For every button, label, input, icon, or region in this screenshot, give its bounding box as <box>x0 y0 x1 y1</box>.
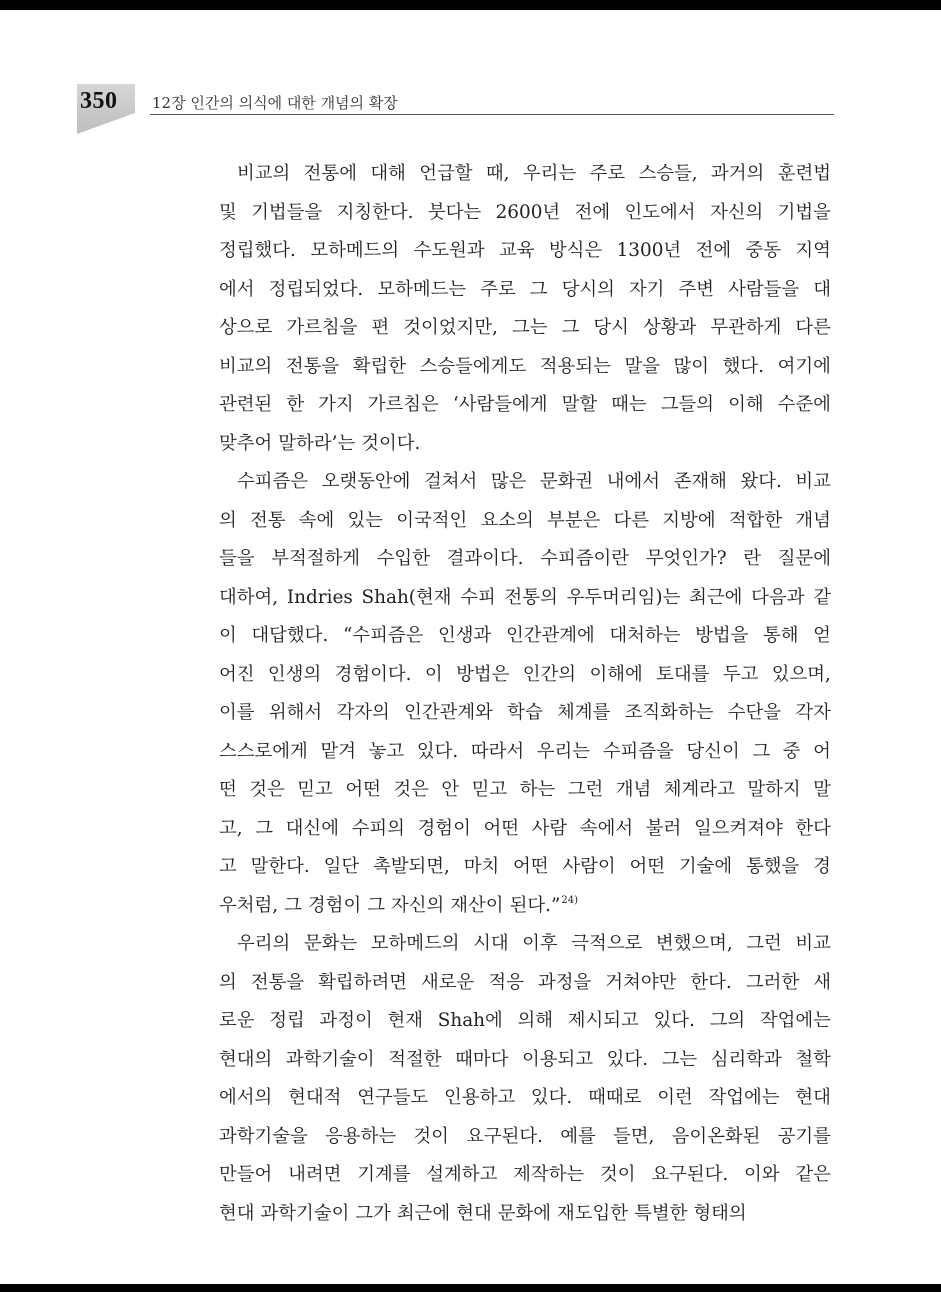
text-line: 들을 부적절하게 수입한 결과이다. 수피즘이란 무엇인가? 란 질문에 <box>219 548 831 569</box>
text-line: 비교의 전통에 대해 언급할 때, 우리는 주로 스승들, 과거의 훈련법 <box>237 163 831 184</box>
text-line: 맞추어 말하라’는 것이다. <box>219 432 421 454</box>
bottom-edge-bar <box>0 1284 941 1292</box>
text-line: 수피즘은 오랫동안에 걸쳐서 많은 문화권 내에서 존재해 왔다. 비교 <box>237 471 831 492</box>
chapter-title: 12장 인간의 의식에 대한 개념의 확장 <box>152 94 398 112</box>
body-text <box>219 155 831 1233</box>
text-line: 의 전통 속에 있는 이국적인 요소의 부분은 다른 지방에 적합한 개념 <box>219 509 831 531</box>
text-line: 정립했다. 모하메드의 수도원과 교육 방식은 1300년 전에 중동 지역 <box>219 240 831 261</box>
text-line: 고 말한다. 일단 촉발되면, 마치 어떤 사람이 어떤 기술에 통했을 경 <box>219 856 831 877</box>
text-line: 우리의 문화는 모하메드의 시대 이후 극적으로 변했으며, 그런 비교 <box>237 933 831 954</box>
text-line: 현대의 과학기술이 적절한 때마다 이용되고 있다. 그는 심리학과 철학 <box>219 1048 831 1070</box>
footnote-reference: 24) <box>561 894 578 906</box>
text-line: 대하여, Indries Shah(현재 수피 전통의 우두머리임)는 최근에 다음과 같 <box>219 586 831 608</box>
header-rule <box>150 114 834 115</box>
text-line: 및 기법들을 지칭한다. 붓다는 2600년 전에 인도에서 자신의 기법을 <box>219 201 831 223</box>
text-line: 상으로 가르침을 편 것이었지만, 그는 그 당시 상황과 무관하게 다른 <box>219 317 831 338</box>
text-line: 현대 과학기술이 그가 최근에 현대 문화에 재도입한 특별한 형태의 <box>219 1202 747 1224</box>
text-line: 만들어 내려면 기계를 설계하고 제작하는 것이 요구된다. 이와 같은 <box>219 1164 831 1185</box>
text-line: 우처럼, 그 경험이 그 자신의 재산이 된다.”$^{24)}$ <box>219 894 578 916</box>
text-line: 이를 위해서 각자의 인간관계와 학습 체계를 조직화하는 수단을 각자 <box>219 702 831 723</box>
text-line: 이 대답했다. “수피즘은 인생과 인간관계에 대처하는 방법을 통해 얻 <box>219 625 831 646</box>
text-line: 관련된 한 가지 가르침은 ‘사람들에게 말할 때는 그들의 이해 수준에 <box>219 394 831 415</box>
text-line: 로운 정립 과정이 현재 Shah에 의해 제시되고 있다. 그의 작업에는 <box>219 1010 831 1031</box>
text-line: 어진 인생의 경험이다. 이 방법은 인간의 이해에 토대를 두고 있으며, <box>219 663 831 685</box>
text-line: 고, 그 대신에 수피의 경험이 어떤 사람 속에서 불러 일으켜져야 한다 <box>219 817 831 839</box>
text-line: 비교의 전통을 확립한 스승들에게도 적용되는 말을 많이 했다. 여기에 <box>219 355 831 377</box>
text-line: 에서의 현대적 연구들도 인용하고 있다. 때때로 이런 작업에는 현대 <box>219 1087 831 1108</box>
text-line: 과학기술을 응용하는 것이 요구된다. 예를 들면, 음이온화된 공기를 <box>219 1125 831 1147</box>
page-number: 350 <box>80 88 118 114</box>
text-line: 떤 것은 믿고 어떤 것은 안 믿고 하는 그런 개념 체계라고 말하지 말 <box>219 779 831 800</box>
text-line: 에서 정립되었다. 모하메드는 주로 그 당시의 자기 주변 사람들을 대 <box>219 278 831 300</box>
top-edge-bar <box>0 0 941 10</box>
text-line: 의 전통을 확립하려면 새로운 적응 과정을 거쳐야만 한다. 그러한 새 <box>219 971 831 993</box>
text-line: 스스로에게 맡겨 놓고 있다. 따라서 우리는 수피즘을 당신이 그 중 어 <box>219 740 831 762</box>
